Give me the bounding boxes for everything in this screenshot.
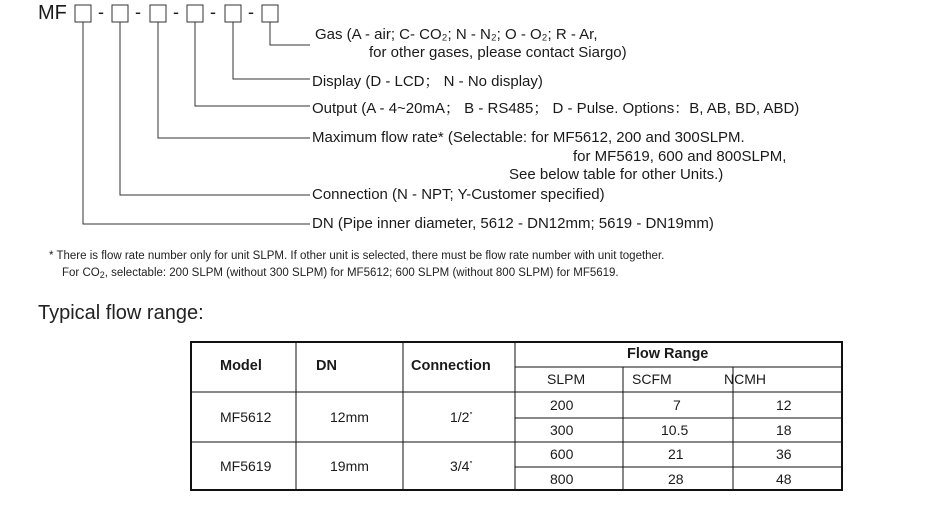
flow-scfm: 7 bbox=[673, 397, 681, 413]
flow-ncmh: 18 bbox=[776, 422, 792, 438]
header-scfm: SCFM bbox=[632, 371, 672, 387]
callout-output: Output (A - 4~20mA； B - RS485； D - Pulse. Options：B, AB, BD, ABD) bbox=[312, 100, 800, 117]
code-separator: - bbox=[135, 2, 141, 22]
flow-slpm: 600 bbox=[550, 446, 574, 462]
callout-max-flow-line1: Maximum flow rate* (Selectable: for MF5612, 200 and 300SLPM. bbox=[312, 129, 745, 146]
header-slpm: SLPM bbox=[547, 371, 586, 387]
flow-ncmh: 36 bbox=[776, 446, 792, 462]
footnote-co2-subscript: 2 bbox=[99, 270, 105, 280]
code-box-dn bbox=[75, 5, 91, 22]
inch-mark: ″ bbox=[469, 460, 473, 469]
row-model: MF5612 bbox=[220, 409, 272, 425]
flow-slpm: 200 bbox=[550, 397, 574, 413]
row-dn: 12mm bbox=[330, 409, 369, 425]
flow-scfm: 10.5 bbox=[661, 422, 689, 438]
flow-ncmh: 48 bbox=[776, 471, 792, 487]
flow-slpm: 300 bbox=[550, 422, 574, 438]
flow-scfm: 21 bbox=[668, 446, 684, 462]
footnote-line2 bbox=[62, 267, 619, 280]
callout-dn: DN (Pipe inner diameter, 5612 - DN12mm; 5619 - DN19mm) bbox=[312, 215, 714, 232]
footnote-co2-prefix: For CO bbox=[62, 267, 100, 279]
code-box-gas bbox=[262, 5, 278, 22]
code-separator: - bbox=[248, 2, 254, 22]
code-box-connection bbox=[112, 5, 128, 22]
code-box-output bbox=[187, 5, 203, 22]
code-separator: - bbox=[98, 2, 104, 22]
row-model: MF5619 bbox=[220, 458, 272, 474]
code-box-flow-rate bbox=[150, 5, 166, 22]
inch-mark: ″ bbox=[469, 411, 473, 420]
header-model: Model bbox=[220, 358, 262, 374]
header-flow-range: Flow Range bbox=[627, 346, 709, 362]
callout-max-flow-line3: See below table for other Units.) bbox=[509, 166, 724, 183]
callout-gas-line1: Gas (A - air; C- CO₂; N - N₂; O - O₂; R - Ar, bbox=[315, 26, 598, 43]
code-box-display bbox=[225, 5, 241, 22]
footnote-line2-rest: , selectable: 200 SLPM (without 300 SLPM) for MF5612; 600 SLPM (without 800 SLPM) for MF5619. bbox=[104, 267, 619, 279]
callout-max-flow-line2: for MF5619, 600 and 800SLPM, bbox=[573, 148, 787, 165]
callout-connection: Connection (N - NPT; Y-Customer specified) bbox=[312, 186, 605, 203]
header-connection: Connection bbox=[411, 358, 491, 374]
footnote-line1: * There is flow rate number only for unit SLPM. If other unit is selected, there must be flow rate number with unit together. bbox=[49, 250, 665, 262]
header-ncmh: NCMH bbox=[724, 371, 766, 387]
callout-display: Display (D - LCD； N - No display) bbox=[312, 73, 543, 90]
section-heading: Typical flow range: bbox=[38, 302, 204, 324]
table-border bbox=[191, 342, 842, 490]
code-separator: - bbox=[210, 2, 216, 22]
flow-slpm: 800 bbox=[550, 471, 574, 487]
row-connection: 3/4″ bbox=[450, 458, 473, 474]
flow-scfm: 28 bbox=[668, 471, 684, 487]
header-dn: DN bbox=[316, 358, 337, 374]
flow-ncmh: 12 bbox=[776, 397, 792, 413]
callout-gas-line2: for other gases, please contact Siargo) bbox=[369, 44, 627, 61]
code-prefix: MF bbox=[38, 2, 67, 24]
row-connection: 1/2″ bbox=[450, 409, 473, 425]
row-dn: 19mm bbox=[330, 458, 369, 474]
code-separator: - bbox=[173, 2, 179, 22]
